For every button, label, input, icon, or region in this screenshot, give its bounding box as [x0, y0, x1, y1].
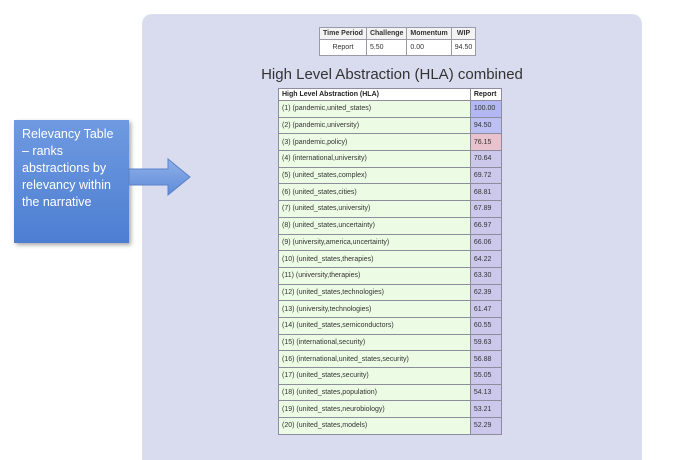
hla-title: High Level Abstraction (HLA) combined [261, 66, 523, 83]
hla-report-value-cell: 55.05 [470, 368, 501, 385]
hla-abstraction-cell: (6) (united_states,cities) [279, 184, 471, 201]
relevancy-callout: Relevancy Table – ranks abstractions by relevancy within the narrative [14, 120, 129, 243]
hla-abstraction-cell: (12) (united_states,technologies) [279, 284, 471, 301]
metrics-header-wip: WIP [451, 28, 476, 40]
hla-report-value-cell: 69.72 [470, 167, 501, 184]
hla-report-value-cell: 66.97 [470, 217, 501, 234]
metrics-header-challenge: Challenge [366, 28, 406, 40]
hla-report-value-cell: 66.06 [470, 234, 501, 251]
arrow-right-icon [128, 158, 192, 196]
table-row [279, 301, 502, 318]
hla-report-value-cell: 67.89 [470, 201, 501, 218]
hla-table-container[interactable] [278, 88, 502, 435]
table-row [279, 401, 502, 418]
metrics-header-momentum: Momentum [407, 28, 451, 40]
hla-abstraction-cell: (9) (university,america,uncertainty) [279, 234, 471, 251]
metrics-header-time-period: Time Period [320, 28, 367, 40]
hla-abstraction-cell: (4) (international,university) [279, 151, 471, 168]
hla-abstraction-cell: (16) (international,united_states,security) [279, 351, 471, 368]
table-row [279, 167, 502, 184]
hla-abstraction-cell: (5) (united_states,complex) [279, 167, 471, 184]
table-row [279, 151, 502, 168]
hla-report-value-cell: 56.88 [470, 351, 501, 368]
hla-abstraction-cell: (19) (united_states,neurobiology) [279, 401, 471, 418]
table-row [279, 351, 502, 368]
hla-abstraction-cell: (7) (united_states,university) [279, 201, 471, 218]
report-panel [142, 14, 642, 460]
hla-report-value-cell: 52.29 [470, 418, 501, 435]
hla-report-value-cell: 94.50 [470, 117, 501, 134]
hla-abstraction-cell: (11) (university,therapies) [279, 267, 471, 284]
hla-abstraction-cell: (8) (united_states,uncertainty) [279, 217, 471, 234]
table-row [279, 101, 502, 118]
hla-report-value-cell: 59.63 [470, 334, 501, 351]
hla-report-value-cell: 62.39 [470, 284, 501, 301]
hla-abstraction-cell: (17) (united_states,security) [279, 368, 471, 385]
hla-abstraction-cell: (14) (united_states,semiconductors) [279, 317, 471, 334]
metrics-cell-momentum: 0.00 [407, 40, 451, 56]
hla-abstraction-cell: (3) (pandemic,policy) [279, 134, 471, 151]
table-row [279, 284, 502, 301]
hla-abstraction-cell: (18) (united_states,population) [279, 384, 471, 401]
hla-report-value-cell: 70.64 [470, 151, 501, 168]
hla-abstraction-cell: (20) (united_states,models) [279, 418, 471, 435]
table-row [279, 267, 502, 284]
metrics-table [319, 27, 476, 56]
table-row [279, 317, 502, 334]
hla-report-value-cell: 68.81 [470, 184, 501, 201]
table-row [279, 184, 502, 201]
hla-report-value-cell: 64.22 [470, 251, 501, 268]
hla-header-report: Report [470, 89, 501, 101]
table-row [279, 234, 502, 251]
hla-report-value-cell: 63.30 [470, 267, 501, 284]
table-row [279, 117, 502, 134]
metrics-cell-wip: 94.50 [451, 40, 476, 56]
table-row [279, 418, 502, 435]
hla-report-value-cell: 100.00 [470, 101, 501, 118]
table-row [279, 201, 502, 218]
hla-table [278, 88, 502, 435]
hla-report-value-cell: 61.47 [470, 301, 501, 318]
table-row [279, 334, 502, 351]
hla-abstraction-cell: (2) (pandemic,university) [279, 117, 471, 134]
hla-abstraction-cell: (13) (university,technologies) [279, 301, 471, 318]
table-row [279, 368, 502, 385]
hla-report-value-cell: 54.13 [470, 384, 501, 401]
metrics-cell-challenge: 5.50 [366, 40, 406, 56]
hla-abstraction-cell: (10) (united_states,therapies) [279, 251, 471, 268]
hla-report-value-cell: 60.55 [470, 317, 501, 334]
table-row [279, 134, 502, 151]
hla-abstraction-cell: (1) (pandemic,united_states) [279, 101, 471, 118]
metrics-cell-period: Report [320, 40, 367, 56]
hla-report-value-cell: 53.21 [470, 401, 501, 418]
table-row [279, 384, 502, 401]
table-row [279, 251, 502, 268]
table-row [279, 217, 502, 234]
hla-report-value-cell: 76.15 [470, 134, 501, 151]
hla-header-name: High Level Abstraction (HLA) [279, 89, 471, 101]
hla-abstraction-cell: (15) (international,security) [279, 334, 471, 351]
